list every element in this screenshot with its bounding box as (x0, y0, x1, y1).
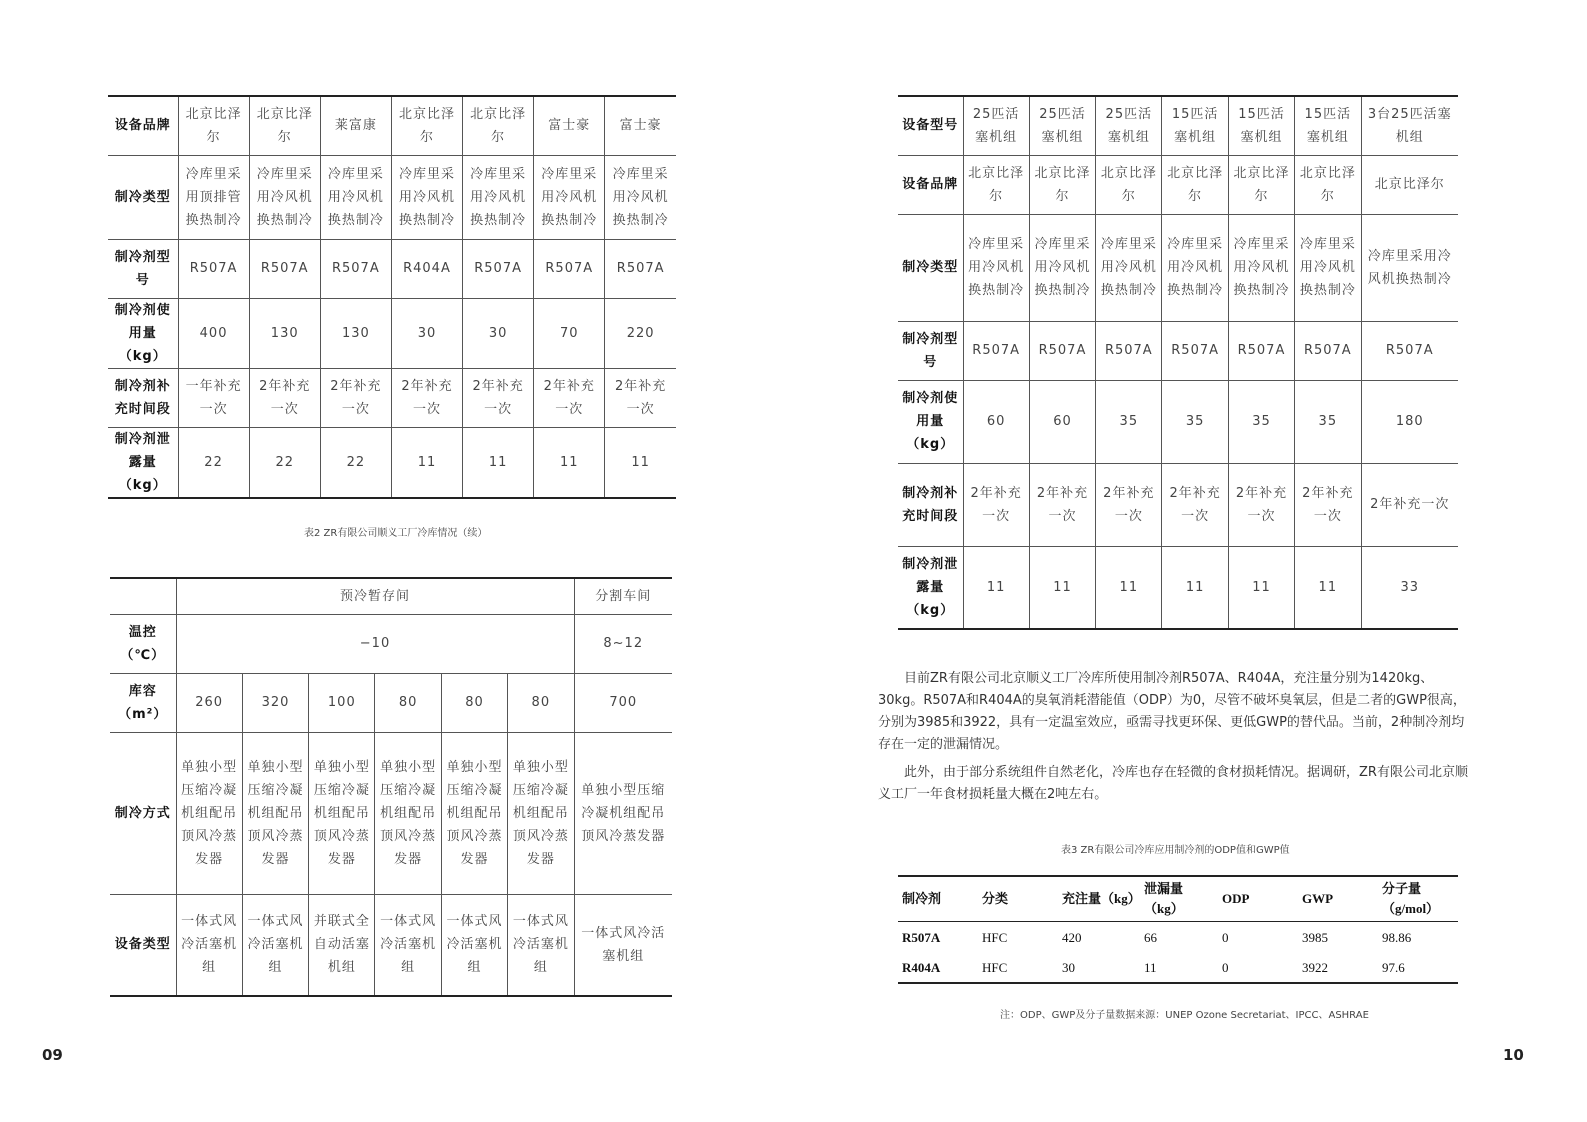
temp-precool: −10 (176, 614, 574, 673)
table4-row (898, 922, 1458, 953)
table-cell: 3台25匹活塞机组 (1361, 96, 1458, 155)
table3-row (898, 96, 1458, 155)
table-cell: 0 (1222, 959, 1229, 975)
table-cell: 冷库里采用冷风机换热制冷 (1228, 214, 1294, 321)
table1-row (108, 96, 676, 155)
table-cell: R507A (1162, 321, 1228, 380)
table-cell: 北京比泽尔 (1361, 155, 1458, 214)
table-cell: 80 (441, 673, 507, 732)
table-cell: 35 (1295, 380, 1361, 463)
table-cell: 2年补充一次 (1295, 463, 1361, 546)
table-cell: 冷库里采用顶排管换热制冷 (178, 155, 249, 239)
table3-row (898, 155, 1458, 214)
table-cell: HFC (982, 959, 1008, 975)
table-cell: 冷库里采用冷风机换热制冷 (1361, 214, 1458, 321)
table-cell: 35 (1228, 380, 1294, 463)
column-header: 充注量（kg） (1058, 876, 1140, 922)
table-cell: 11 (605, 427, 676, 498)
table-cell: 单独小型压缩冷凝机组配吊顶风冷蒸发器 (441, 732, 507, 894)
table-cell: 一体式风冷活塞机组 (508, 894, 574, 996)
table2-temp-row (110, 614, 672, 673)
row-label: 制冷剂泄露量（kg） (898, 546, 963, 629)
page-number-right: 10 (1503, 1046, 1524, 1064)
table-cell: 180 (1361, 380, 1458, 463)
table-cell: R507A (320, 239, 391, 298)
table-cell: R507A (1096, 321, 1162, 380)
refrigerant-odp-gwp-table (898, 875, 1458, 984)
column-header: 泄漏量（kg） (1140, 876, 1218, 922)
column-header: 分子量（g/mol） (1378, 876, 1458, 922)
table-cell: R507A (1361, 321, 1458, 380)
row-label: 制冷剂型号 (108, 239, 178, 298)
table-cell: 11 (534, 427, 605, 498)
table-cell: 15匹活塞机组 (1162, 96, 1228, 155)
table-cell: 3922 (1302, 959, 1328, 975)
table1-row (108, 298, 676, 368)
table-cell: 莱富康 (320, 96, 391, 155)
table-cell: 15匹活塞机组 (1228, 96, 1294, 155)
table-cell: 0 (1222, 929, 1229, 945)
table1-row (108, 155, 676, 239)
table3-row (898, 214, 1458, 321)
cold-storage-table-2 (110, 577, 672, 997)
table1-row (108, 239, 676, 298)
table-cell: 单独小型压缩冷凝机组配吊顶风冷蒸发器 (375, 732, 441, 894)
table-cell: 2年补充一次 (1361, 463, 1458, 546)
table-cell: 2年补充一次 (605, 368, 676, 427)
temp-cutting: 8~12 (574, 614, 672, 673)
table-cell: 北京比泽尔 (1096, 155, 1162, 214)
table-cell: 700 (574, 673, 672, 732)
table2-equip-row (110, 894, 672, 996)
column-header: GWP (1298, 876, 1378, 922)
table-cell: 冷库里采用冷风机换热制冷 (320, 155, 391, 239)
table-cell: 130 (249, 298, 320, 368)
table-cell: 98.86 (1382, 929, 1412, 945)
column-header: 制冷剂 (898, 876, 978, 922)
table-cell: 一年补充一次 (178, 368, 249, 427)
table-cell: 80 (375, 673, 441, 732)
method-label: 制冷方式 (110, 732, 176, 894)
table3-row (898, 546, 1458, 629)
table-cell: 2年补充一次 (320, 368, 391, 427)
table-cell: 冷库里采用冷风机换热制冷 (534, 155, 605, 239)
table-cell: R507A (463, 239, 534, 298)
table-cell: 25匹活塞机组 (1029, 96, 1095, 155)
table4-row (898, 952, 1458, 983)
row-label: 制冷剂型号 (898, 321, 963, 380)
table-cell: 北京比泽尔 (1295, 155, 1361, 214)
table-cell: 一体式风冷活塞机组 (574, 894, 672, 996)
table-cell: 2年补充一次 (1228, 463, 1294, 546)
table-cell: 30 (1062, 959, 1075, 975)
table-cell: 2年补充一次 (391, 368, 462, 427)
table-cell: 70 (534, 298, 605, 368)
table-cell: 北京比泽尔 (463, 96, 534, 155)
table2-header-row (110, 578, 672, 614)
table-cell: 33 (1361, 546, 1458, 629)
table-cell: 单独小型压缩冷凝机组配吊顶风冷蒸发器 (574, 732, 672, 894)
table-cell: 420 (1062, 929, 1082, 945)
table-cell: 15匹活塞机组 (1295, 96, 1361, 155)
table2-capacity-row (110, 673, 672, 732)
table-cell: R404A (391, 239, 462, 298)
table-cell: 冷库里采用冷风机换热制冷 (963, 214, 1029, 321)
table-cell: 11 (1144, 959, 1157, 975)
table-cell: 11 (463, 427, 534, 498)
table-cell: 22 (178, 427, 249, 498)
table-cell: 60 (963, 380, 1029, 463)
table-cell: 北京比泽尔 (963, 155, 1029, 214)
table4-header-row (898, 876, 1458, 922)
table-cell: 2年补充一次 (534, 368, 605, 427)
table-cell: 35 (1162, 380, 1228, 463)
table-cell: R507A (1029, 321, 1095, 380)
table-cell: 22 (249, 427, 320, 498)
table2-caption: 表2 ZR有限公司顺义工厂冷库情况（续） (304, 528, 488, 539)
table-cell: 2年补充一次 (1029, 463, 1095, 546)
table2-method-row (110, 732, 672, 894)
table2-corner (110, 578, 176, 614)
row-label: 制冷剂使用量（kg） (108, 298, 178, 368)
table-cell: 冷库里采用冷风机换热制冷 (249, 155, 320, 239)
table3-row (898, 463, 1458, 546)
table-cell: 2年补充一次 (1096, 463, 1162, 546)
column-header: 分类 (978, 876, 1058, 922)
table-cell: R507A (963, 321, 1029, 380)
table-cell: 冷库里采用冷风机换热制冷 (605, 155, 676, 239)
paragraph-food-loss: 此外，由于部分系统组件自然老化，冷库也存在轻微的食材损耗情况。据调研，ZR有限公司北京顺义工厂一年食材损耗量大概在2吨左右。 (878, 765, 1468, 802)
table-cell: R507A (534, 239, 605, 298)
table-cell: 北京比泽尔 (1228, 155, 1294, 214)
table-cell: 一体式风冷活塞机组 (375, 894, 441, 996)
row-label: 制冷剂泄露量（kg） (108, 427, 178, 498)
refrigeration-equipment-table-3 (898, 95, 1458, 630)
refrigerant-name: R507A (902, 929, 941, 945)
table-cell: 320 (242, 673, 308, 732)
table-cell: 单独小型压缩冷凝机组配吊顶风冷蒸发器 (508, 732, 574, 894)
refrigeration-equipment-table-1 (108, 95, 676, 499)
table-cell: 11 (1228, 546, 1294, 629)
table-cell: 11 (1295, 546, 1361, 629)
table-cell: 一体式风冷活塞机组 (441, 894, 507, 996)
group-precool: 预冷暂存间 (176, 578, 574, 614)
table-cell: HFC (982, 929, 1008, 945)
page-number-left: 09 (42, 1046, 63, 1064)
table-cell: 并联式全自动活塞机组 (309, 894, 375, 996)
table-cell: 富士豪 (534, 96, 605, 155)
table-cell: R507A (178, 239, 249, 298)
table-cell: 25匹活塞机组 (963, 96, 1029, 155)
table-cell: R507A (1295, 321, 1361, 380)
table-cell: 11 (1029, 546, 1095, 629)
table-cell: 冷库里采用冷风机换热制冷 (463, 155, 534, 239)
row-label: 制冷剂补充时间段 (898, 463, 963, 546)
table-cell: 11 (391, 427, 462, 498)
table-cell: 冷库里采用冷风机换热制冷 (1029, 214, 1095, 321)
table4-caption: 表3 ZR有限公司冷库应用制冷剂的ODP值和GWP值 (1061, 845, 1290, 856)
table-cell: 冷库里采用冷风机换热制冷 (1295, 214, 1361, 321)
table-cell: 11 (1096, 546, 1162, 629)
row-label: 设备品牌 (108, 96, 178, 155)
table4-note: 注：ODP、GWP及分子量数据来源：UNEP Ozone Secretariat、IPCC、ASHRAE (1000, 1010, 1369, 1021)
table-cell: 400 (178, 298, 249, 368)
table-cell: 260 (176, 673, 242, 732)
table-cell: 单独小型压缩冷凝机组配吊顶风冷蒸发器 (309, 732, 375, 894)
table1-row (108, 368, 676, 427)
table-cell: 66 (1144, 929, 1157, 945)
table-cell: 一体式风冷活塞机组 (242, 894, 308, 996)
table-cell: 220 (605, 298, 676, 368)
table-cell: 11 (1162, 546, 1228, 629)
table-cell: 冷库里采用冷风机换热制冷 (1096, 214, 1162, 321)
table-cell: R507A (605, 239, 676, 298)
table-cell: 单独小型压缩冷凝机组配吊顶风冷蒸发器 (176, 732, 242, 894)
table-cell: 2年补充一次 (963, 463, 1029, 546)
table-cell: 60 (1029, 380, 1095, 463)
table-cell: 2年补充一次 (249, 368, 320, 427)
table-cell: 25匹活塞机组 (1096, 96, 1162, 155)
table-cell: 北京比泽尔 (1029, 155, 1095, 214)
table1-row (108, 427, 676, 498)
equip-label: 设备类型 (110, 894, 176, 996)
row-label: 制冷类型 (898, 214, 963, 321)
table3-row (898, 321, 1458, 380)
table-cell: 北京比泽尔 (178, 96, 249, 155)
table-cell: 3985 (1302, 929, 1328, 945)
temp-label: 温控（℃） (110, 614, 176, 673)
table-cell: 冷库里采用冷风机换热制冷 (391, 155, 462, 239)
table-cell: 30 (463, 298, 534, 368)
table-cell: 97.6 (1382, 959, 1405, 975)
table-cell: 北京比泽尔 (391, 96, 462, 155)
table-cell: R507A (249, 239, 320, 298)
table-cell: 22 (320, 427, 391, 498)
group-cutting: 分割车间 (574, 578, 672, 614)
row-label: 设备品牌 (898, 155, 963, 214)
row-label: 制冷剂使用量（kg） (898, 380, 963, 463)
table-cell: R507A (1228, 321, 1294, 380)
row-label: 制冷类型 (108, 155, 178, 239)
table-cell: 11 (963, 546, 1029, 629)
paragraph-refrigerant-usage: 目前ZR有限公司北京顺义工厂冷库所使用制冷剂R507A、R404A，充注量分别为1420kg、30kg。R507A和R404A的臭氧消耗潜能值（ODP）为0，尽管不破坏臭氧层，但是二者的GWP很高，分别为3985和3922，具有一定温室效应，亟需寻找更环保、更低GWP的替代品。当前，2种制冷剂均存在一定的泄漏情况。 (878, 671, 1466, 752)
table-cell: 2年补充一次 (1162, 463, 1228, 546)
table-cell: 北京比泽尔 (249, 96, 320, 155)
capacity-label: 库容（m²） (110, 673, 176, 732)
table-cell: 2年补充一次 (463, 368, 534, 427)
table-cell: 35 (1096, 380, 1162, 463)
refrigerant-name: R404A (902, 959, 941, 975)
table-cell: 100 (309, 673, 375, 732)
table-cell: 北京比泽尔 (1162, 155, 1228, 214)
row-label: 制冷剂补充时间段 (108, 368, 178, 427)
table-cell: 单独小型压缩冷凝机组配吊顶风冷蒸发器 (242, 732, 308, 894)
table-cell: 80 (508, 673, 574, 732)
table-cell: 冷库里采用冷风机换热制冷 (1162, 214, 1228, 321)
row-label: 设备型号 (898, 96, 963, 155)
table3-row (898, 380, 1458, 463)
table-cell: 一体式风冷活塞机组 (176, 894, 242, 996)
table-cell: 富士豪 (605, 96, 676, 155)
column-header: ODP (1218, 876, 1298, 922)
table-cell: 130 (320, 298, 391, 368)
table-cell: 30 (391, 298, 462, 368)
